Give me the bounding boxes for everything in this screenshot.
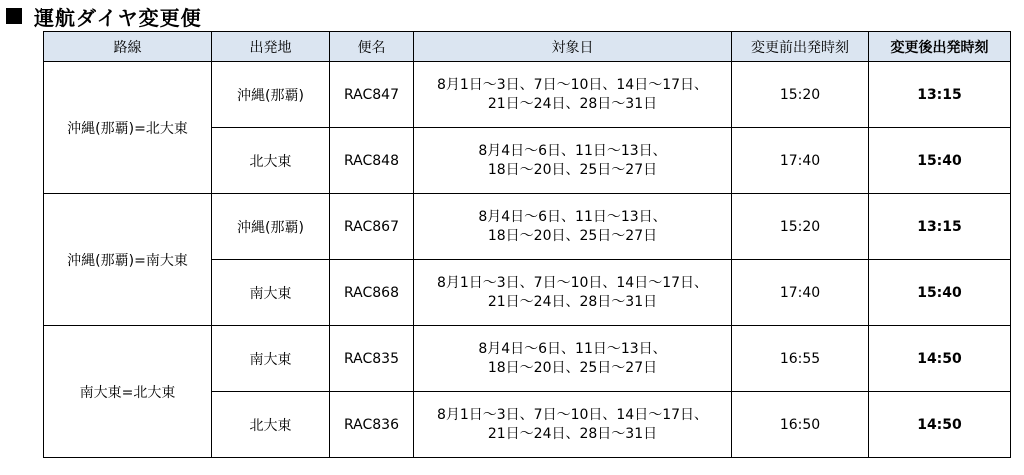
flight-cell: RAC848 <box>330 128 414 194</box>
dates-line-2: 21日～24日、28日～31日 <box>487 95 658 112</box>
dates-line-2: 18日～20日、25日～27日 <box>487 227 658 244</box>
header-before-time: 変更前出発時刻 <box>732 32 869 62</box>
before-time-cell: 17:40 <box>732 128 869 194</box>
origin-cell: 南大東 <box>212 326 330 392</box>
flight-cell: RAC835 <box>330 326 414 392</box>
before-time-cell: 15:20 <box>732 194 869 260</box>
schedule-change-table <box>43 31 1011 458</box>
after-time-cell: 13:15 <box>869 194 1011 260</box>
dates-line-2: 21日～24日、28日～31日 <box>487 425 658 442</box>
before-time-cell: 17:40 <box>732 260 869 326</box>
dates-cell <box>414 392 732 458</box>
flight-cell: RAC836 <box>330 392 414 458</box>
header-route: 路線 <box>44 32 212 62</box>
page-title <box>6 2 202 30</box>
page-title-text: 運航ダイヤ変更便 <box>34 5 202 30</box>
dates-cell <box>414 194 732 260</box>
dates-line-1: 8月4日～6日、11日～13日、 <box>478 208 667 225</box>
flight-cell: RAC847 <box>330 62 414 128</box>
header-flight: 便名 <box>330 32 414 62</box>
dates-line-1: 8月1日～3日、7日～10日、14日～17日、 <box>436 274 709 291</box>
after-time-cell: 13:15 <box>869 62 1011 128</box>
dates-line-2: 18日～20日、25日～27日 <box>487 359 658 376</box>
flight-cell: RAC868 <box>330 260 414 326</box>
after-time-cell: 15:40 <box>869 260 1011 326</box>
dates-cell <box>414 62 732 128</box>
table-row <box>44 62 1011 128</box>
before-time-cell: 15:20 <box>732 62 869 128</box>
dates-cell <box>414 260 732 326</box>
table-row <box>44 194 1011 260</box>
flight-cell: RAC867 <box>330 194 414 260</box>
dates-line-1: 8月1日～3日、7日～10日、14日～17日、 <box>436 76 709 93</box>
dates-line-2: 18日～20日、25日～27日 <box>487 161 658 178</box>
header-after-time: 変更後出発時刻 <box>869 32 1011 62</box>
dates-line-1: 8月1日～3日、7日～10日、14日～17日、 <box>436 406 709 423</box>
dates-line-1: 8月4日～6日、11日～13日、 <box>478 340 667 357</box>
table-row <box>44 326 1011 392</box>
route-cell: 沖縄(那覇)=北大東 <box>44 62 212 194</box>
after-time-cell: 14:50 <box>869 326 1011 392</box>
header-origin: 出発地 <box>212 32 330 62</box>
dates-line-2: 21日～24日、28日～31日 <box>487 293 658 310</box>
origin-cell: 沖縄(那覇) <box>212 62 330 128</box>
dates-line-1: 8月4日～6日、11日～13日、 <box>478 142 667 159</box>
origin-cell: 沖縄(那覇) <box>212 194 330 260</box>
origin-cell: 北大東 <box>212 392 330 458</box>
origin-cell: 北大東 <box>212 128 330 194</box>
after-time-cell: 15:40 <box>869 128 1011 194</box>
table-header-row <box>44 32 1011 62</box>
before-time-cell: 16:50 <box>732 392 869 458</box>
square-bullet-icon <box>6 8 22 24</box>
header-dates: 対象日 <box>414 32 732 62</box>
origin-cell: 南大東 <box>212 260 330 326</box>
before-time-cell: 16:55 <box>732 326 869 392</box>
dates-cell <box>414 128 732 194</box>
route-cell: 沖縄(那覇)=南大東 <box>44 194 212 326</box>
route-cell: 南大東=北大東 <box>44 326 212 458</box>
after-time-cell: 14:50 <box>869 392 1011 458</box>
dates-cell <box>414 326 732 392</box>
